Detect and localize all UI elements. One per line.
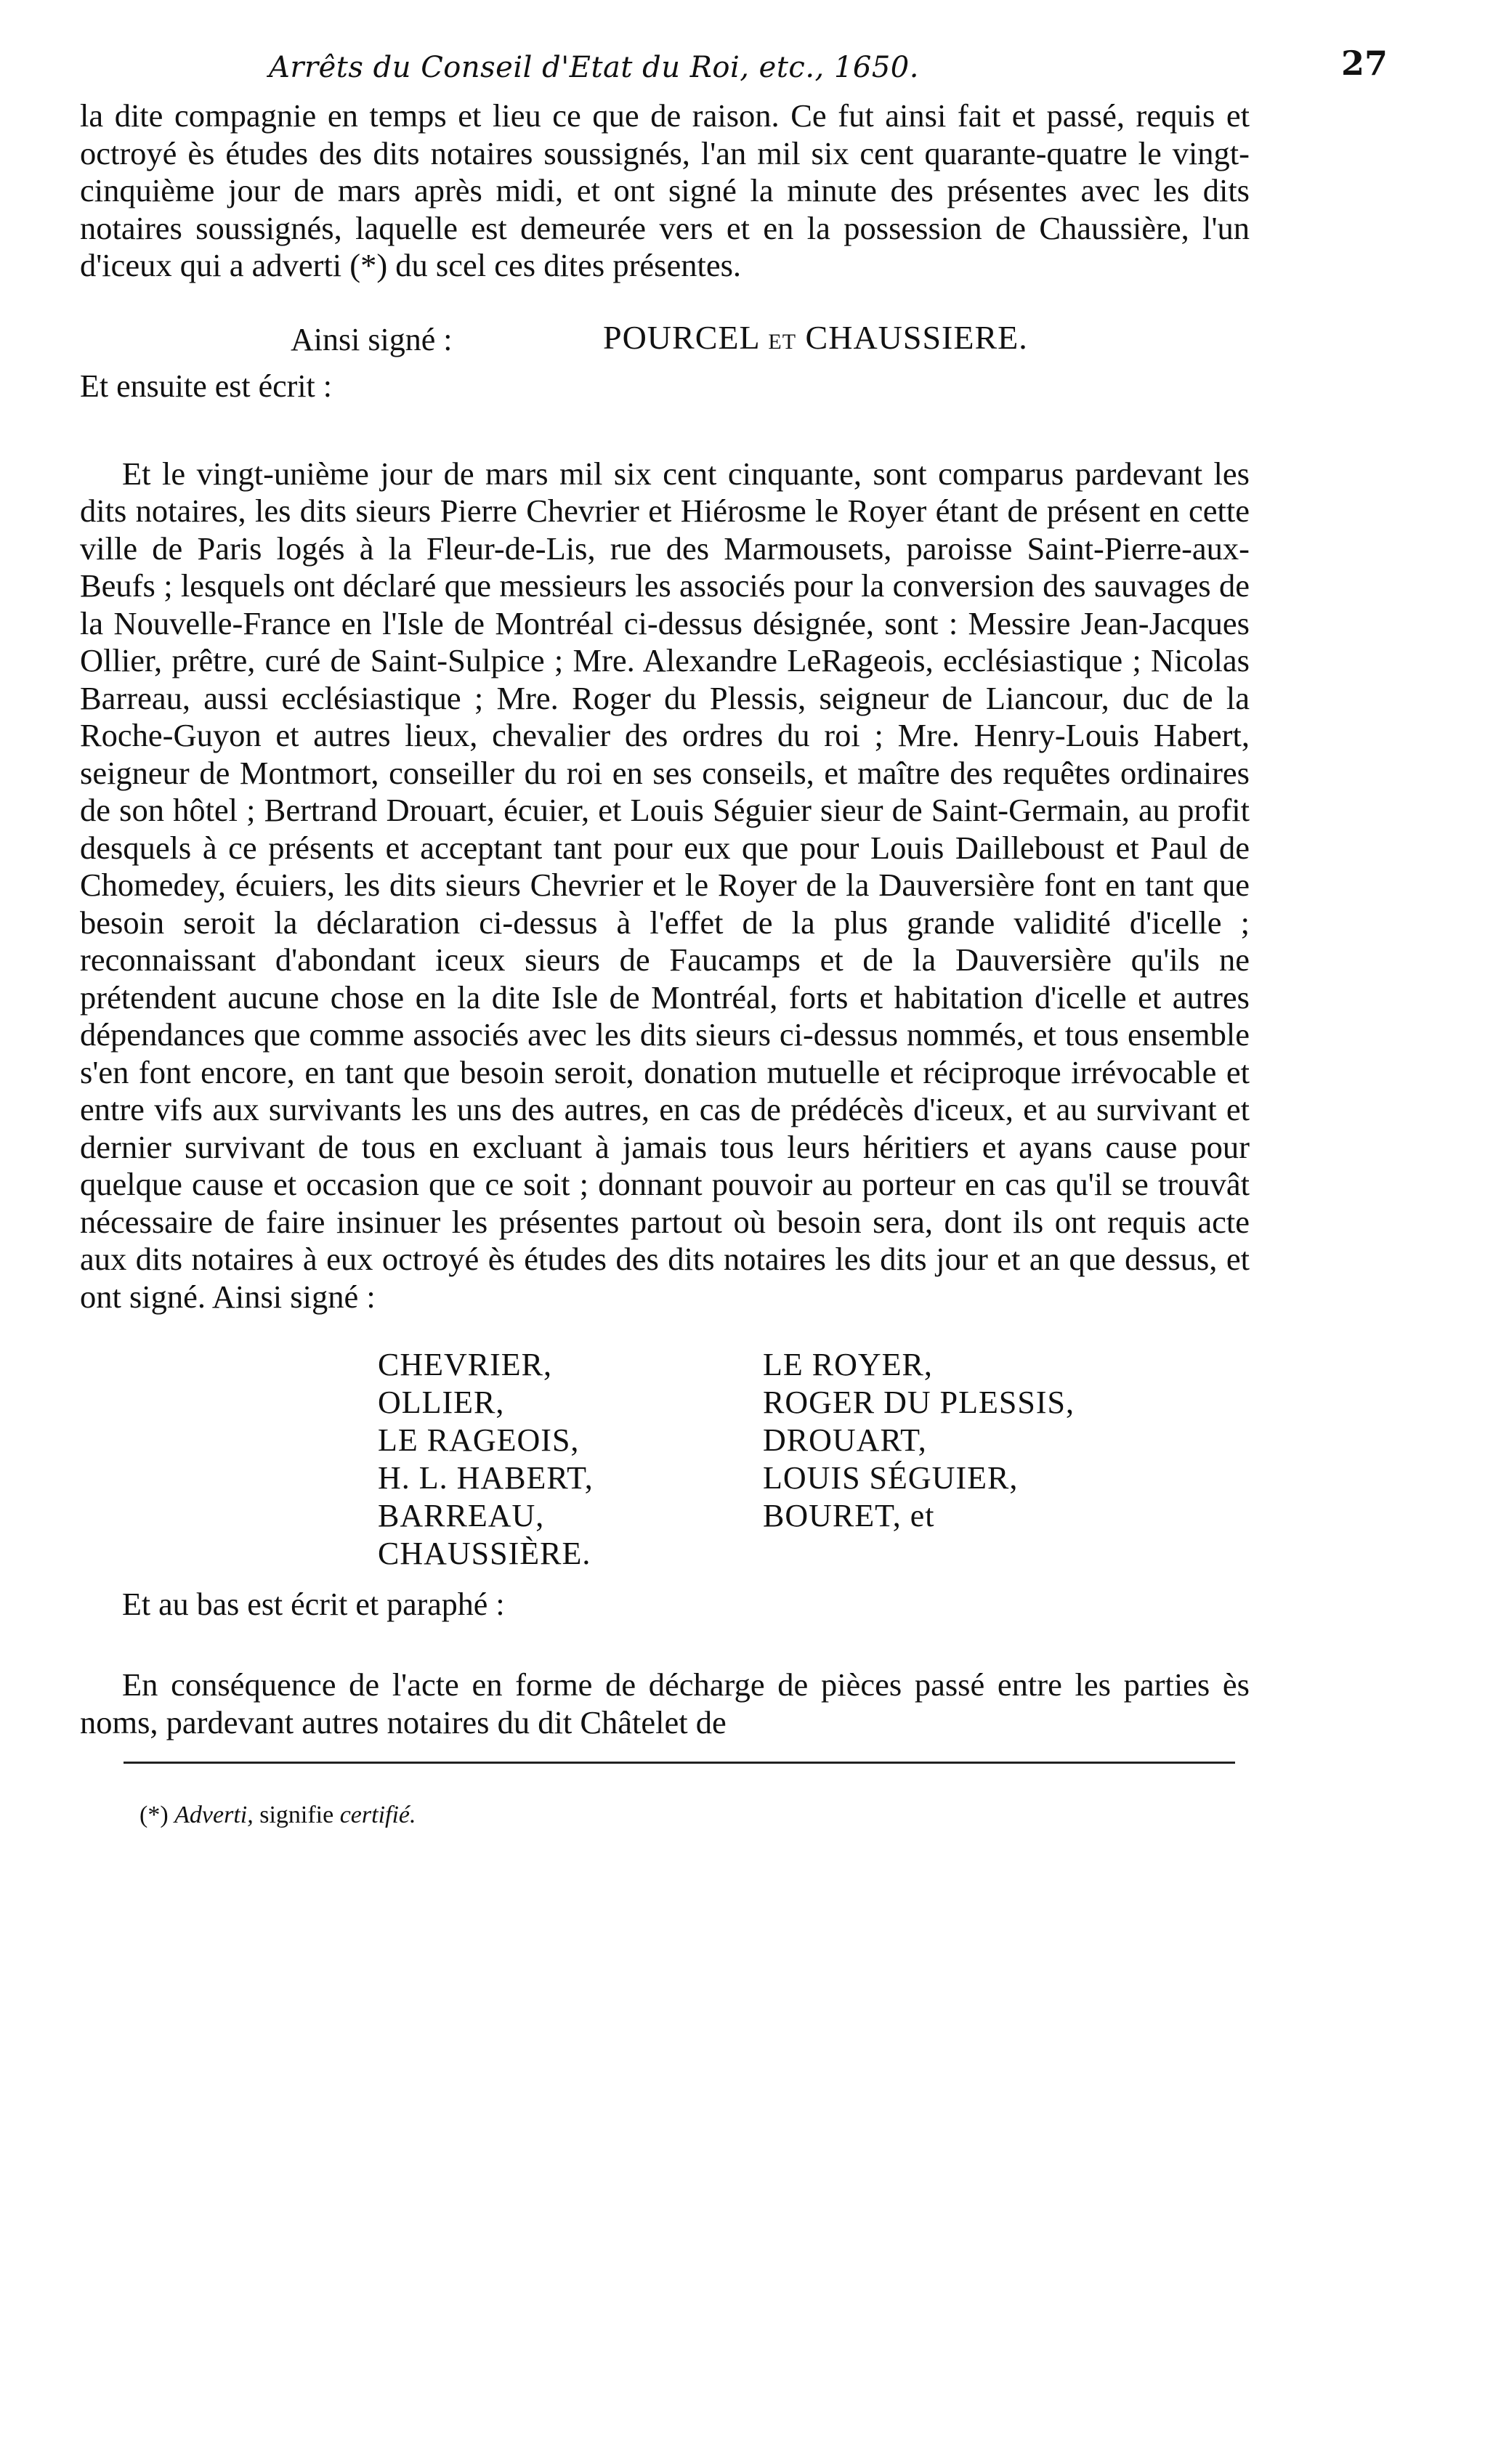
- signature-name: LOUIS SÉGUIER,: [763, 1460, 1019, 1496]
- signature-name: H. L. HABERT,: [378, 1460, 594, 1496]
- note-bas: Et au bas est écrit et paraphé :: [122, 1586, 505, 1622]
- footnote-divider: [124, 1762, 1235, 1764]
- footnote-term: Adverti,: [174, 1802, 254, 1828]
- signature-name: DROUART,: [763, 1422, 927, 1458]
- footnote: [139, 1802, 1250, 1829]
- main-paragraph: Et le vingt-unième jour de mars mil six cent cinquante, sont comparus pardevant les dits notaires, les dits sieurs Pierre Chevrier et Hiérosme le Royer étant de présent en cette ville de Paris logés à la Fleur-de-Lis, rue des Marmousets, paroisse Saint-Pierre-aux-Beufs ; lesquels ont déclaré que messieurs les associés pour la conversion des sauvages de la Nouvelle-France en l'Isle de Montréal ci-dessus désignée, sont : Messire Jean-Jacques Ollier, prêtre, curé de Saint-Sulpice ; Mre. Alexandre LeRageois, ecclésiastique ; Nicolas Barreau, aussi ecclésiastique ; Mre. Roger du Plessis, seigneur de Liancour, duc de la Roche-Guyon et autres lieux, chevalier des ordres du roi ; Mre. Henry-Louis Habert, seigneur de Montmort, conseiller du roi en ses conseils, et maître des requêtes ordinaires de son hôtel ; Bertrand Drouart, écuier, et Louis Séguier sieur de Saint-Germain, au profit desquels à ce présents et acceptant tant pour eux que pour Louis Dailleboust et Paul de Chomedey, écuiers, les dits sieurs Chevrier et le Royer de la Dauversière font en tant que besoin seroit la déclaration ci-dessus à l'effet de la plus grande validité d'icelle ; reconnaissant d'abondant iceux sieurs de Faucamps et de la Dauversière qu'ils ne prétendent aucune chose en la dite Isle de Montréal, forts et habitation d'icelle et autres dépendances que comme associés avec les dits sieurs ci-dessus nommés, et tous ensemble s'en font encore, en tant que besoin seroit, donation mutuelle et réciproque irrévocable et entre vifs aux survivants les uns des autres, en cas de prédécès d'iceux, et au survivant et dernier survivant de tous en excluant à jamais tous leurs héritiers et ayans cause pour quelque cause et occasion que ce soit ; donnant pouvoir au porteur en cas qu'il se trouvât nécessaire de faire insinuer les présentes partout où besoin sera, dont ils ont requis acte aux dits notaires à eux octroyé ès études des dits notaires les dits jour et an que dessus, et ont signé. Ainsi signé :: [80, 455, 1250, 1315]
- running-head: [80, 44, 1388, 102]
- signatures-right-column: [763, 1346, 1075, 1535]
- signatory-pourcel: POURCEL: [603, 318, 759, 356]
- signed-conjunction: ET: [768, 329, 797, 354]
- signed-label: Ainsi signé :: [291, 321, 453, 357]
- signature-name: BARREAU,: [378, 1498, 545, 1533]
- signature-name: CHAUSSIÈRE.: [378, 1536, 591, 1571]
- consequence-paragraph: En conséquence de l'acte en forme de décharge de pièces passé entre les parties ès noms, pardevant autres notaires du dit Châtelet de: [80, 1666, 1250, 1740]
- opening-paragraph: la dite compagnie en temps et lieu ce que de raison. Ce fut ainsi fait et passé, requis et octroyé ès études des dits notaires soussignés, l'an mil six cent quarante-quatre le vingt-cinquième jour de mars après midi, et ont signé la minute des présentes avec les dits notaires soussignés, laquelle est demeurée vers et en la possession de Chaussière, l'un d'iceux qui a adverti (*) du scel ces dites présentes.: [80, 97, 1250, 283]
- note-ensuite: Et ensuite est écrit :: [80, 368, 332, 404]
- footnote-marker: (*): [139, 1802, 169, 1828]
- signature-name: BOURET, et: [763, 1498, 935, 1533]
- signatures-left-column: [378, 1346, 594, 1573]
- footnote-meaning: certifié.: [339, 1802, 416, 1828]
- signature-name: LE RAGEOIS,: [378, 1422, 580, 1458]
- footnote-text: signifie: [259, 1802, 334, 1828]
- signatory-chaussiere: CHAUSSIERE.: [805, 318, 1028, 356]
- page-number: 27: [1340, 44, 1388, 83]
- signature-name: ROGER DU PLESSIS,: [763, 1385, 1075, 1420]
- signed-names: [603, 318, 1028, 357]
- signature-name: CHEVRIER,: [378, 1347, 552, 1382]
- signed-line: [80, 312, 1250, 365]
- signature-name: OLLIER,: [378, 1385, 505, 1420]
- signature-name: LE ROYER,: [763, 1347, 933, 1382]
- running-title: Arrêts du Conseil d'Etat du Roi, etc., 1650.: [269, 51, 919, 84]
- book-page: [80, 44, 1388, 1829]
- signature-block: [80, 1346, 1250, 1571]
